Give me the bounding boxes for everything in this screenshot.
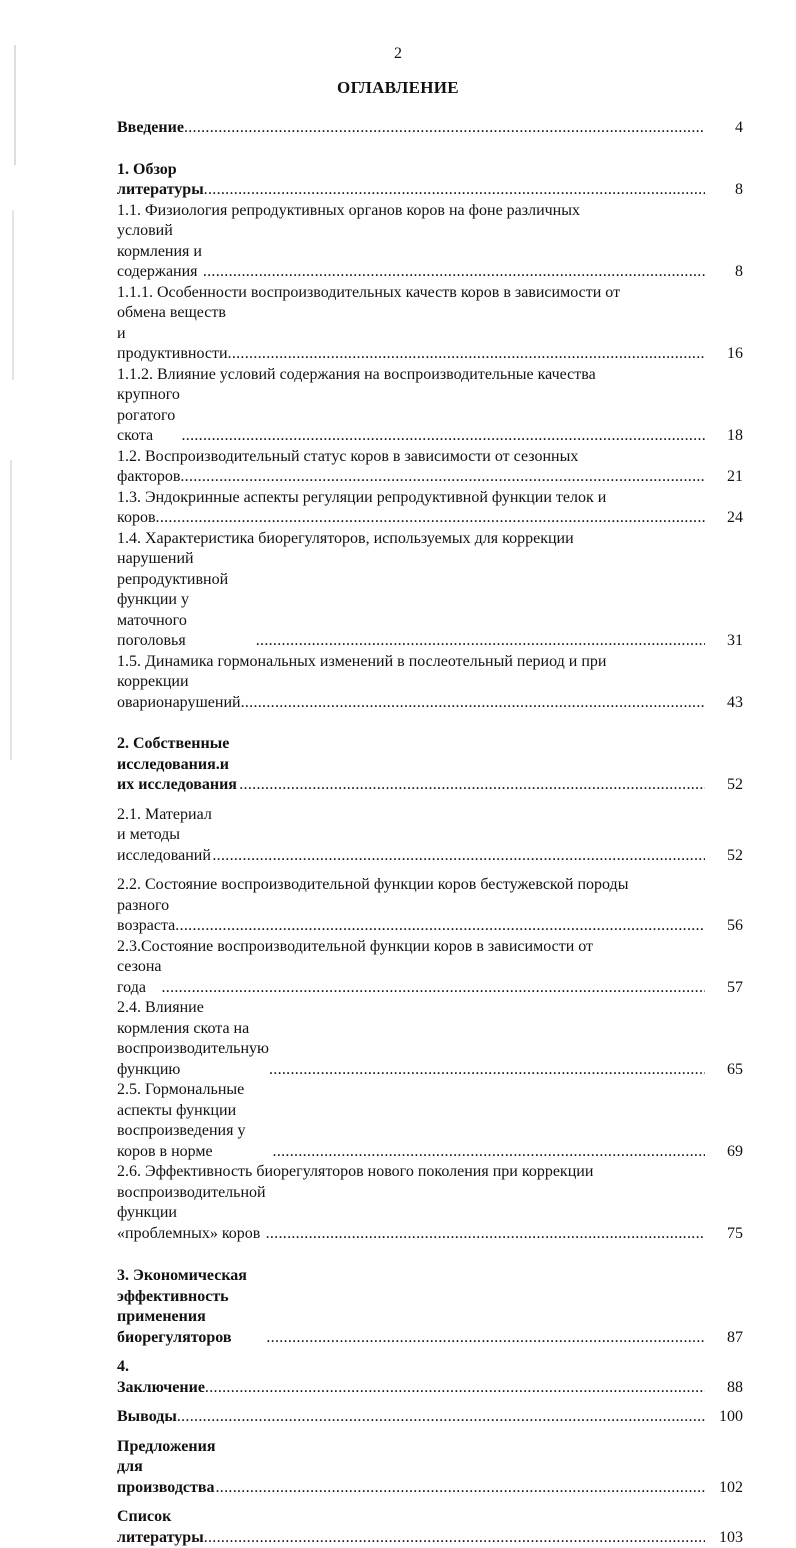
toc-entry-title-line2: обмена веществ и продуктивности xyxy=(117,303,228,365)
toc-entry-title-line2: коров xyxy=(117,508,156,529)
dot-leader xyxy=(266,1224,705,1245)
toc-entry-proposals xyxy=(117,1437,757,1499)
dot-leader xyxy=(212,846,705,867)
scan-artifact xyxy=(10,460,12,760)
toc-entry-1-1-2 xyxy=(117,365,757,447)
toc-entry-title: 2.1. Материал и методы исследований xyxy=(117,805,212,867)
toc-entry-title: Список литературы xyxy=(117,1507,204,1548)
toc-entry-page: 87 xyxy=(705,1328,757,1349)
toc-entry-introduction xyxy=(117,118,757,139)
toc-entry-title-line2: разного возраста xyxy=(117,896,175,937)
dot-leader xyxy=(161,978,705,999)
toc-entry-title-line2: условий кормления и содержания xyxy=(117,221,203,283)
toc-entry-title: 4. Заключение xyxy=(117,1357,205,1398)
dot-leader xyxy=(256,631,705,652)
toc-entry-title-line1: 1.2. Воспроизводительный статус коров в зависимости от сезонных xyxy=(117,447,757,468)
dot-leader xyxy=(241,693,705,714)
toc-entry-page: 56 xyxy=(705,916,757,937)
toc-entry-title: Введение xyxy=(117,118,184,139)
toc-entry-page: 52 xyxy=(705,775,757,796)
toc-entry-page: 52 xyxy=(705,846,757,867)
toc-entry-title: Выводы xyxy=(117,1407,177,1428)
toc-entry-page: 75 xyxy=(705,1224,757,1245)
toc-entry-title-line2: нарушений репродуктивной функции у маточного поголовья xyxy=(117,549,256,652)
dot-leader xyxy=(204,1528,705,1548)
dot-leader xyxy=(273,1142,705,1163)
scan-artifact xyxy=(14,45,16,165)
toc-entry-title-line1: 1.1. Физиология репродуктивных органов коров на фоне различных xyxy=(117,201,757,222)
toc-entry-title-line2: воспроизводительной функции «проблемных» коров xyxy=(117,1183,266,1245)
dot-leader xyxy=(239,775,705,796)
page-title: ОГЛАВЛЕНИЕ xyxy=(0,78,796,98)
toc-entry-1-5 xyxy=(117,652,757,714)
toc-entry-title: Предложения для производства xyxy=(117,1437,216,1499)
dot-leader xyxy=(181,426,705,447)
toc-entry-title-line1: 1.1.1. Особенности воспроизводительных качеств коров в зависимости от xyxy=(117,283,757,304)
toc-entry-2-3 xyxy=(117,937,757,999)
toc-entry-page: 65 xyxy=(705,1060,757,1081)
toc-entry-page: 8 xyxy=(705,262,757,283)
table-of-contents xyxy=(117,118,757,1548)
toc-entry-chapter-3 xyxy=(117,1266,757,1348)
toc-entry-1-2 xyxy=(117,447,757,488)
toc-entry-title-line2: факторов xyxy=(117,467,180,488)
toc-entry-page: 57 xyxy=(705,978,757,999)
toc-entry-title: 3. Экономическая эффективность применения биорегуляторов xyxy=(117,1266,266,1348)
dot-leader xyxy=(180,467,705,488)
toc-entry-1-1-1 xyxy=(117,283,757,365)
page-number: 2 xyxy=(0,45,796,63)
toc-entry-title: 2.4. Влияние кормления скота на воспроизводительную функцию xyxy=(117,998,269,1080)
toc-entry-chapter-2 xyxy=(117,734,757,796)
dot-leader xyxy=(177,1407,705,1428)
toc-entry-conclusions xyxy=(117,1407,757,1428)
dot-leader xyxy=(203,262,705,283)
toc-entry-2-6 xyxy=(117,1162,757,1244)
toc-entry-page: 102 xyxy=(705,1478,757,1499)
dot-leader xyxy=(266,1328,705,1349)
toc-entry-title-line1: 1.4. Характеристика биорегуляторов, используемых для коррекции xyxy=(117,529,757,550)
toc-entry-page: 88 xyxy=(705,1378,757,1399)
toc-entry-title-line1: 2.3.Состояние воспроизводительной функции коров в зависимости от xyxy=(117,937,757,958)
dot-leader xyxy=(216,1478,706,1499)
toc-entry-2-5 xyxy=(117,1080,757,1162)
scan-artifact xyxy=(12,210,14,380)
toc-entry-1-1 xyxy=(117,201,757,283)
toc-entry-chapter-4 xyxy=(117,1357,757,1398)
toc-entry-page: 24 xyxy=(705,508,757,529)
toc-entry-page: 8 xyxy=(705,180,757,201)
toc-entry-page: 43 xyxy=(705,693,757,714)
toc-entry-page: 4 xyxy=(705,118,757,139)
toc-entry-title-line1: 1.5. Динамика гормональных изменений в послеотельный период и при xyxy=(117,652,757,673)
toc-entry-title-line2: коррекции оварионарушений xyxy=(117,672,241,713)
dot-leader xyxy=(156,508,705,529)
toc-entry-title-line2: крупного рогатого скота xyxy=(117,385,181,447)
toc-entry-title: 2. Собственные исследования.и их исследования xyxy=(117,734,239,796)
toc-entry-1-3 xyxy=(117,488,757,529)
toc-entry-title: 2.5. Гормональные аспекты функции воспроизведения у коров в норме xyxy=(117,1080,273,1162)
toc-entry-title-line1: 2.2. Состояние воспроизводительной функции коров бестужевской породы xyxy=(117,875,757,896)
toc-entry-chapter-1 xyxy=(117,160,757,201)
dot-leader xyxy=(228,344,705,365)
dot-leader xyxy=(184,118,705,139)
dot-leader xyxy=(205,1378,705,1399)
toc-entry-2-1 xyxy=(117,805,757,867)
dot-leader xyxy=(175,916,705,937)
toc-entry-2-2 xyxy=(117,875,757,937)
toc-entry-title-line1: 1.1.2. Влияние условий содержания на воспроизводительные качества xyxy=(117,365,757,386)
toc-entry-page: 100 xyxy=(705,1407,757,1428)
toc-entry-title-line1: 2.6. Эффективность биорегуляторов нового поколения при коррекции xyxy=(117,1162,757,1183)
toc-entry-page: 21 xyxy=(705,467,757,488)
toc-entry-page: 31 xyxy=(705,631,757,652)
toc-entry-references xyxy=(117,1507,757,1548)
toc-entry-page: 16 xyxy=(705,344,757,365)
dot-leader xyxy=(269,1060,705,1081)
toc-entry-title-line2: сезона года xyxy=(117,957,161,998)
toc-entry-page: 18 xyxy=(705,426,757,447)
toc-entry-1-4 xyxy=(117,529,757,652)
toc-entry-page: 103 xyxy=(705,1528,757,1548)
toc-entry-2-4 xyxy=(117,998,757,1080)
toc-entry-title-line1: 1.3. Эндокринные аспекты регуляции репродуктивной функции телок и xyxy=(117,488,757,509)
toc-entry-page: 69 xyxy=(705,1142,757,1163)
dot-leader xyxy=(204,180,705,201)
toc-entry-title: 1. Обзор литературы xyxy=(117,160,204,201)
